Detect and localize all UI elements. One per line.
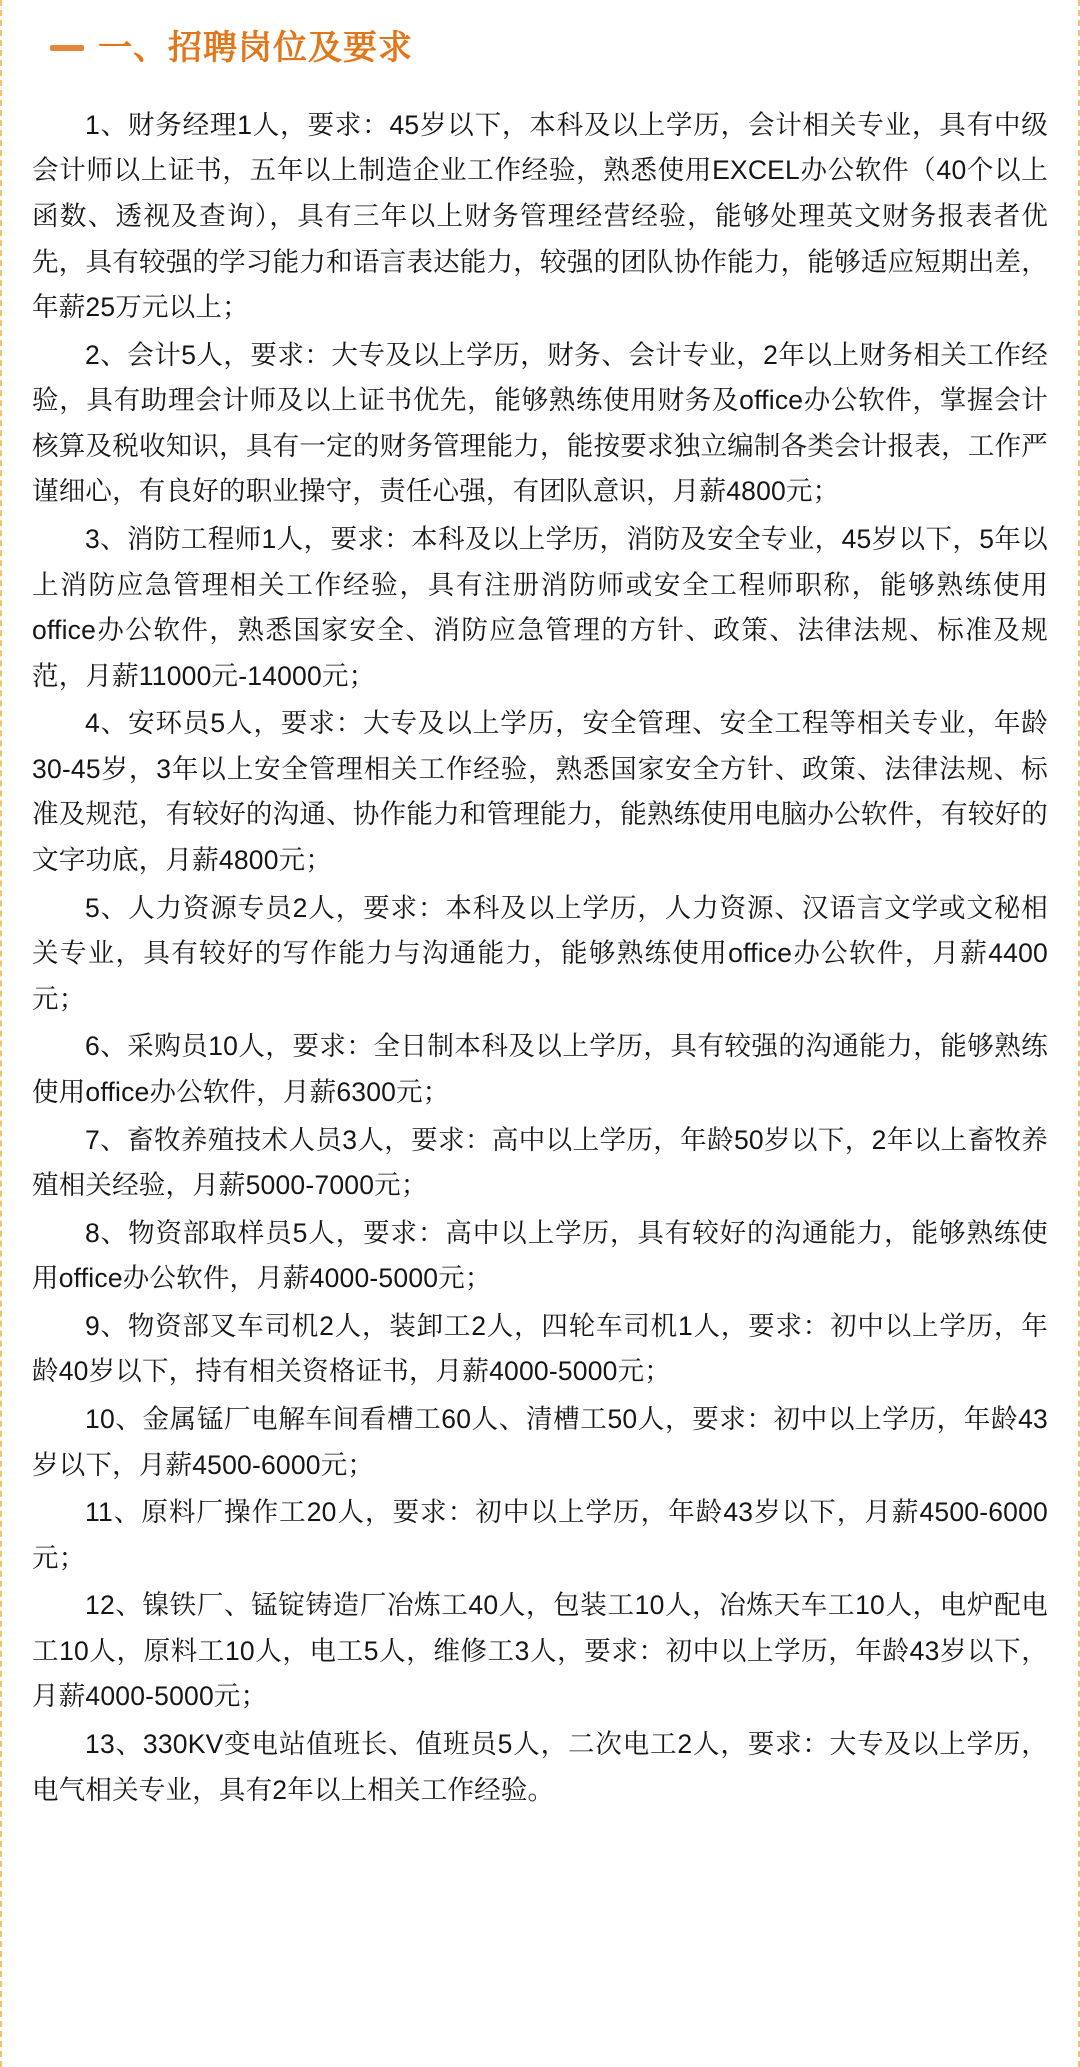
list-item: 7、畜牧养殖技术人员3人，要求：高中以上学历，年龄50岁以下，2年以上畜牧养殖相关经验，月薪5000-7000元；	[32, 1124, 1048, 1201]
list-item: 11、原料厂操作工20人，要求：初中以上学历，年龄43岁以下，月薪4500-6000元；	[32, 1497, 1048, 1573]
document-content	[2, 0, 1078, 1839]
list-item: 2、会计5人，要求：大专及以上学历，财务、会计专业，2年以上财务相关工作经验，具有助理会计师及以上证书优先，能够熟练使用财务及office办公软件，掌握会计核算及税收知识，具有一定的财务管理能力，能按要求独立编制各类会计报表，工作严谨细心，有良好的职业操守，责任心强，有团队意识，月薪4800元；	[32, 339, 1048, 507]
list-item: 12、镍铁厂、锰锭铸造厂冶炼工40人，包装工10人，冶炼天车工10人，电炉配电工10人，原料工10人，电工5人，维修工3人，要求：初中以上学历，年龄43岁以下，月薪4000-5000元；	[32, 1590, 1048, 1712]
list-item: 10、金属锰厂电解车间看槽工60人、清槽工50人，要求：初中以上学历，年龄43岁以下，月薪4500-6000元；	[32, 1403, 1048, 1480]
list-item: 5、人力资源专员2人，要求：本科及以上学历，人力资源、汉语言文学或文秘相关专业，具有较好的写作能力与沟通能力，能够熟练使用office办公软件，月薪4400元；	[32, 892, 1048, 1014]
heading-accent-bar	[50, 45, 84, 51]
list-item: 4、安环员5人，要求：大专及以上学历，安全管理、安全工程等相关专业，年龄30-45岁，3年以上安全管理相关工作经验，熟悉国家安全方针、政策、法律法规、标准及规范，有较好的沟通、协作能力和管理能力，能熟练使用电脑办公软件，有较好的文字功底，月薪4800元；	[32, 708, 1048, 876]
list-item: 1、财务经理1人，要求：45岁以下，本科及以上学历，会计相关专业，具有中级会计师以上证书，五年以上制造企业工作经验，熟悉使用EXCEL办公软件（40个以上函数、透视及查询），具有三年以上财务管理经营经验，能够处理英文财务报表者优先，具有较强的学习能力和语言表达能力，较强的团队协作能力，能够适应短期出差，年薪25万元以上；	[32, 109, 1048, 323]
page-title: 一、招聘岗位及要求	[98, 29, 413, 67]
list-item: 6、采购员10人，要求：全日制本科及以上学历，具有较强的沟通能力，能够熟练使用office办公软件，月薪6300元；	[32, 1031, 1048, 1107]
list-item: 8、物资部取样员5人，要求：高中以上学历，具有较好的沟通能力，能够熟练使用office办公软件，月薪4000-5000元；	[32, 1217, 1048, 1294]
section-heading	[50, 28, 1048, 69]
job-requirements-list	[32, 103, 1048, 1813]
list-item: 3、消防工程师1人，要求：本科及以上学历，消防及安全专业，45岁以下，5年以上消防应急管理相关工作经验，具有注册消防师或安全工程师职称，能够熟练使用office办公软件，熟悉国家安全、消防应急管理的方针、政策、法律法规、标准及规范，月薪11000元-14000元；	[32, 524, 1048, 691]
list-item: 9、物资部叉车司机2人，装卸工2人，四轮车司机1人，要求：初中以上学历，年龄40岁以下，持有相关资格证书，月薪4000-5000元；	[32, 1310, 1048, 1387]
list-item: 13、330KV变电站值班长、值班员5人，二次电工2人，要求：大专及以上学历，电气相关专业，具有2年以上相关工作经验。	[32, 1729, 1048, 1805]
